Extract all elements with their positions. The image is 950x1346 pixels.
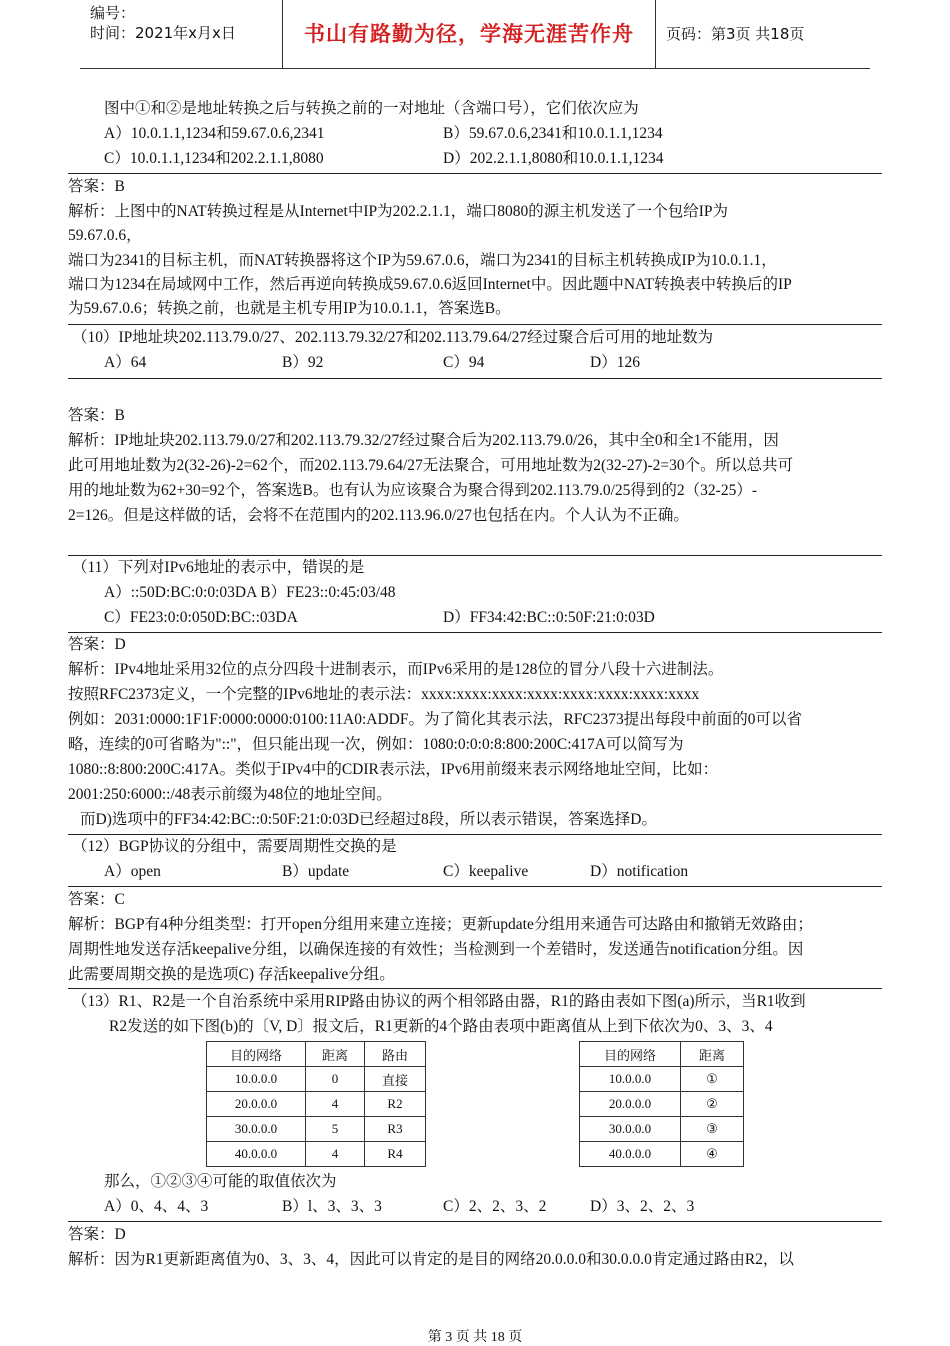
q11-option-d: D）FF34:42:BC::0:50F:21:0:03D <box>443 609 655 626</box>
q11-explanation-line: 按照RFC2373定义，一个完整的IPv6地址的表示法：xxxx:xxxx:xxxx:xxxx:xxxx:xxxx:xxxx:xxxx <box>68 686 700 703</box>
q9-explanation-line: 为59.67.0.6；转换之前，也就是主机专用IP为10.0.1.1，答案选B。 <box>68 300 511 317</box>
column-header: 目的网络 <box>580 1042 681 1067</box>
page-number-label: 页码：第3页 共18页 <box>666 25 805 43</box>
table-row <box>207 1067 426 1092</box>
table-cell: 30.0.0.0 <box>207 1117 306 1142</box>
q13-answer: 答案：D <box>68 1226 126 1243</box>
divider <box>68 173 882 174</box>
q10-answer: 答案：B <box>68 407 125 424</box>
q9-explanation-line: 端口为1234在局域网中工作，然后再逆向转换成59.67.0.6返回Internet中。因此题中NAT转换表中转换后的IP <box>68 276 792 293</box>
q10-explanation-line: 用的地址数为62+30=92个，答案选B。也有认为应该聚合为聚合得到202.113.79.0/25得到的2（32-25）- <box>68 482 758 499</box>
table-cell: 20.0.0.0 <box>580 1092 681 1117</box>
q9-explanation-line: 59.67.0.6， <box>68 227 142 244</box>
divider <box>68 886 882 887</box>
table-cell: 40.0.0.0 <box>580 1142 681 1167</box>
q11-answer: 答案：D <box>68 636 126 653</box>
table-cell: 20.0.0.0 <box>207 1092 306 1117</box>
q13-stem-line1: （13）R1、R2是一个自治系统中采用RIP路由协议的两个相邻路由器，R1的路由表如下图(a)所示，当R1收到 <box>72 993 806 1010</box>
q9-option-d: D）202.2.1.1,8080和10.0.1.1,1234 <box>443 150 664 167</box>
q9-option-b: B）59.67.0.6,2341和10.0.1.1,1234 <box>443 125 663 142</box>
routing-table-a <box>206 1041 426 1167</box>
q12-option-b: B）update <box>282 863 350 880</box>
routing-table-b <box>579 1041 744 1167</box>
q13-ask: 那么，①②③④可能的取值依次为 <box>104 1173 337 1190</box>
table-row <box>580 1117 744 1142</box>
q12-explanation-line: 此需要周期交换的是选项C) 存活keepalive分组。 <box>68 966 395 983</box>
column-header: 目的网络 <box>207 1042 306 1067</box>
q12-explanation-line: 解析：BGP有4种分组类型：打开open分组用来建立连接；更新update分组用来通告可达路由和撤销无效路由； <box>68 916 813 933</box>
divider <box>68 324 882 325</box>
header-motto: 书山有路勤为径，学海无涯苦作舟 <box>282 0 656 68</box>
q11-explanation-line: 解析：IPv4地址采用32位的点分四段十进制表示，而IPv6采用的是128位的冒分八段十六进制法。 <box>68 661 724 678</box>
q9-stem: 图中①和②是地址转换之后与转换之前的一对地址（含端口号），它们依次应为 <box>104 100 639 117</box>
table-row <box>207 1092 426 1117</box>
page-header <box>80 0 870 69</box>
q10-stem: （10）IP地址块202.113.79.0/27、202.113.79.32/27和202.113.79.64/27经过聚合后可用的地址数为 <box>72 329 714 346</box>
page-footer: 第 3 页 共 18 页 <box>427 1330 523 1345</box>
table-row <box>580 1092 744 1117</box>
table-cell: ④ <box>681 1142 744 1167</box>
q10-explanation-line: 此可用地址数为2(32-26)-2=62个，而202.113.79.64/27无法聚合，可用地址数为2(32-27)-2=30个。所以总共可 <box>68 457 794 474</box>
column-header: 距离 <box>306 1042 365 1067</box>
q13-option-a: A）0、4、4、3 <box>104 1198 209 1215</box>
table-header-row <box>207 1042 426 1067</box>
header-left <box>80 0 282 68</box>
q13-option-d: D）3、2、2、3 <box>590 1198 695 1215</box>
q12-option-d: D）notification <box>590 863 689 880</box>
table-row <box>207 1142 426 1167</box>
divider <box>68 988 882 989</box>
q12-stem: （12）BGP协议的分组中，需要周期性交换的是 <box>72 838 397 855</box>
table-row <box>580 1067 744 1092</box>
table-cell: 10.0.0.0 <box>207 1067 306 1092</box>
header-page-info <box>656 0 870 68</box>
divider <box>68 1221 882 1222</box>
table-cell: 4 <box>306 1092 365 1117</box>
q11-option-c: C）FE23:0:0:050D:BC::03DA <box>104 609 298 626</box>
table-row <box>580 1142 744 1167</box>
q11-explanation-line: 1080::8:800:200C:417A。类似于IPv4中的CDIR表示法，IPv6用前缀来表示网络地址空间，比如： <box>68 761 719 778</box>
table-cell: 40.0.0.0 <box>207 1142 306 1167</box>
column-header: 路由 <box>365 1042 426 1067</box>
table-cell: 5 <box>306 1117 365 1142</box>
q9-option-c: C）10.0.1.1,1234和202.2.1.1,8080 <box>104 150 324 167</box>
q10-explanation-line: 解析：IP地址块202.113.79.0/27和202.113.79.32/27经过聚合后为202.113.79.0/26，其中全0和全1不能用，因 <box>68 432 779 449</box>
divider <box>68 378 882 379</box>
q11-explanation-line: 略，连续的0可省略为"::"，但只能出现一次，例如：1080:0:0:0:8:800:200C:417A可以简写为 <box>68 736 684 753</box>
q13-stem-line2: R2发送的如下图(b)的〔V, D〕报文后，R1更新的4个路由表项中距离值从上到下依次为0、3、3、4 <box>109 1018 773 1035</box>
q11-stem: （11）下列对IPv6地址的表示中，错误的是 <box>72 559 365 576</box>
q11-explanation-line: 例如：2031:0000:1F1F:0000:0000:0100:11A0:ADDF。为了简化其表示法，RFC2373提出每段中前面的0可以省 <box>68 711 803 728</box>
q9-explanation-line: 解析：上图中的NAT转换过程是从Internet中IP为202.2.1.1，端口8080的源主机发送了一个包给IP为 <box>68 203 729 220</box>
divider <box>68 555 882 556</box>
table-cell: ③ <box>681 1117 744 1142</box>
doc-time-label: 时间：2021年x月x日 <box>90 24 236 42</box>
q9-answer: 答案：B <box>68 178 125 195</box>
q10-option-d: D）126 <box>590 354 640 371</box>
doc-number-label: 编号： <box>90 4 136 22</box>
table-cell: 10.0.0.0 <box>580 1067 681 1092</box>
table-cell: 直接 <box>365 1067 426 1092</box>
q12-option-a: A）open <box>104 863 161 880</box>
q9-option-a: A）10.0.1.1,1234和59.67.0.6,2341 <box>104 125 325 142</box>
q13-option-c: C）2、2、3、2 <box>443 1198 547 1215</box>
divider <box>68 632 882 633</box>
table-cell: 4 <box>306 1142 365 1167</box>
q11-option-ab: A）::50D:BC:0:0:03DA B）FE23::0:45:03/48 <box>104 584 396 601</box>
table-cell: 30.0.0.0 <box>580 1117 681 1142</box>
q10-option-b: B）92 <box>282 354 324 371</box>
q11-explanation-line: 而D)选项中的FF34:42:BC::0:50F:21:0:03D已经超过8段，所以表示错误，答案选择D。 <box>80 811 657 828</box>
divider <box>68 834 882 835</box>
q12-option-c: C）keepalive <box>443 863 529 880</box>
table-cell: R4 <box>365 1142 426 1167</box>
q9-explanation-line: 端口为2341的目标主机，而NAT转换器将这个IP为59.67.0.6，端口为2341的目标主机转换成IP为10.0.1.1， <box>68 252 777 269</box>
table-cell: R3 <box>365 1117 426 1142</box>
table-cell: 0 <box>306 1067 365 1092</box>
q10-option-a: A）64 <box>104 354 147 371</box>
table-row <box>207 1117 426 1142</box>
table-cell: ② <box>681 1092 744 1117</box>
q13-explanation-line: 解析：因为R1更新距离值为0、3、3、4，因此可以肯定的是目的网络20.0.0.0和30.0.0.0肯定通过路由R2，以 <box>68 1251 794 1268</box>
q11-explanation-line: 2001:250:6000::/48表示前缀为48位的地址空间。 <box>68 786 392 803</box>
table-cell: R2 <box>365 1092 426 1117</box>
q12-answer: 答案：C <box>68 891 125 908</box>
table-header-row <box>580 1042 744 1067</box>
column-header: 距离 <box>681 1042 744 1067</box>
q10-option-c: C）94 <box>443 354 485 371</box>
q13-option-b: B）l、3、3、3 <box>282 1198 382 1215</box>
q12-explanation-line: 周期性地发送存活keepalive分组，以确保连接的有效性；当检测到一个差错时，发送通告notification分组。因 <box>68 941 804 958</box>
table-cell: ① <box>681 1067 744 1092</box>
q10-explanation-line: 2=126。但是这样做的话，会将不在范围内的202.113.96.0/27也包括在内。个人认为不正确。 <box>68 507 689 524</box>
